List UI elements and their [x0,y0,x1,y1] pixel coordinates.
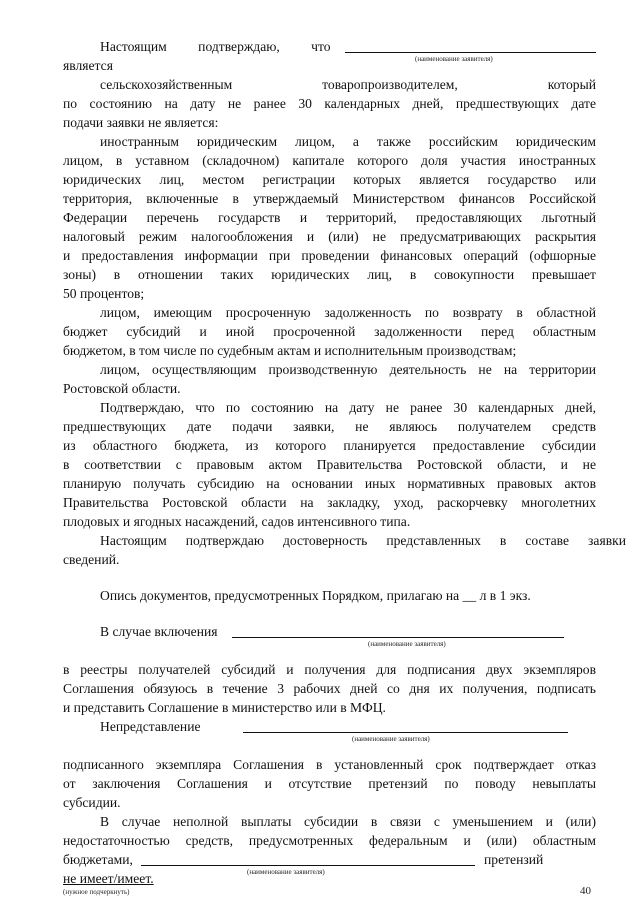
declaration-text-line: сельскохозяйственным товаропроизводителем, который [100,77,596,92]
nonsubmission-caption: (наименование заявителя) [352,735,430,743]
declaration-text-line: Федерации перечень государств и территорий, предоставляющих льготный [63,210,596,225]
nonsubmission-label: Непредставление [100,719,201,734]
declaration-text-line: зоны) в отношении таких юридических лиц, в совокупности превышает [63,267,596,282]
nonsubmission-text-line: субсидии. [63,795,121,810]
inclusion-text-line: и представить Соглашение в министерство или в МФЦ. [63,700,386,715]
inclusion-text-line: в реестры получателей субсидий и получения для подписания двух экземпляров [63,662,596,677]
declaration-text-line: юридических лиц, местом регистрации которых является государство или [63,172,596,187]
declaration-text-line: лицом, осуществляющим производственную деятельность не на территории [100,362,596,377]
applicant-caption: (наименование заявителя) [415,55,493,63]
declaration-text-line: и предоставления информации при проведении финансовых операций (офшорные [63,248,596,263]
declaration-text-line: планирую получать субсидию на основании иных нормативных правовых актов [63,476,596,491]
declaration-text-line: иностранным юридическим лицом, а также российским юридическим [100,134,596,149]
nonsubmission-text-line: подписанного экземпляра Соглашения в установленный срок подтверждает отказ [63,757,596,772]
inclusion-caption: (наименование заявителя) [368,640,446,648]
declaration-text-line: из областного бюджета, из которого планируется предоставление субсидии [63,438,596,453]
declaration-text-line: Настоящим подтверждаю достоверность представленных в составе заявки [100,533,626,548]
declaration-text-line: в соответствии с правовым актом Правительства Ростовской области, и не [63,457,596,472]
nonsubmission-text-line: от заключения Соглашения и отсутствие претензий по поводу невыплаты [63,776,596,791]
shortfall-text-line: В случае неполной выплаты субсидии в связи с уменьшением и (или) [100,814,596,829]
declaration-line-2: является [63,58,113,73]
declaration-text-line: налоговый режим налогообложения и (или) не предусматривающих раскрытия [63,229,596,244]
declaration-text-line: сведений. [63,552,120,567]
declaration-text-line: территория, включенные в утверждаемый Министерством финансов Российской [63,191,596,206]
shortfall-choice-caption: (нужное подчеркнуть) [63,888,130,896]
shortfall-applicant-blank[interactable] [141,865,475,866]
inclusion-applicant-blank[interactable] [232,637,564,638]
declaration-line-1: Настоящим подтверждаю, что [100,39,331,54]
declaration-text-line: по состоянию на дату не ранее 30 календарных дней, предшествующих дате [63,96,596,111]
shortfall-claims-label: претензий [484,852,544,867]
declaration-text-line: предшествующих дате подачи заявки, не являюсь получателем средств [63,419,596,434]
inclusion-label: В случае включения [100,624,218,639]
nonsubmission-applicant-blank[interactable] [243,732,568,733]
declaration-text-line: бюджет субсидий и иной просроченной задолженности перед областным [63,324,596,339]
declaration-text-line: лицом, имеющим просроченную задолженность по возврату в областной [100,305,596,320]
declaration-text-line: Ростовской области. [63,381,181,396]
declaration-text-line: Подтверждаю, что по состоянию на дату не ранее 30 календарных дней, [100,400,596,415]
inclusion-text-line: Соглашения обязуюсь в течение 3 рабочих дней со дня их получения, подписать [63,681,596,696]
shortfall-choice[interactable]: не имеет/имеет. [63,871,154,886]
shortfall-caption: (наименование заявителя) [247,868,325,876]
declaration-text-line: подачи заявки не является: [63,115,219,130]
declaration-text-line: лицом, в уставном (складочном) капитале которого доля участия иностранных [63,153,596,168]
applicant-name-blank[interactable] [345,52,596,53]
declaration-text-line: 50 процентов; [63,286,145,301]
declaration-text-line: Правительства Ростовской области на закладку, уход, раскорчевку многолетних [63,495,596,510]
declaration-text-line: плодовых и ягодных насаждений, садов интенсивного типа. [63,514,411,529]
shortfall-budgets-label: бюджетами, [63,852,133,867]
inventory-line: Опись документов, предусмотренных Порядком, прилагаю на __ л в 1 экз. [100,588,531,603]
declaration-text-line: бюджетом, в том числе по судебным актам и исполнительным производствам; [63,343,517,358]
page-number: 40 [580,885,591,897]
shortfall-text-line: недостаточностью средств, предусмотренных федеральным и (или) областным [63,833,596,848]
